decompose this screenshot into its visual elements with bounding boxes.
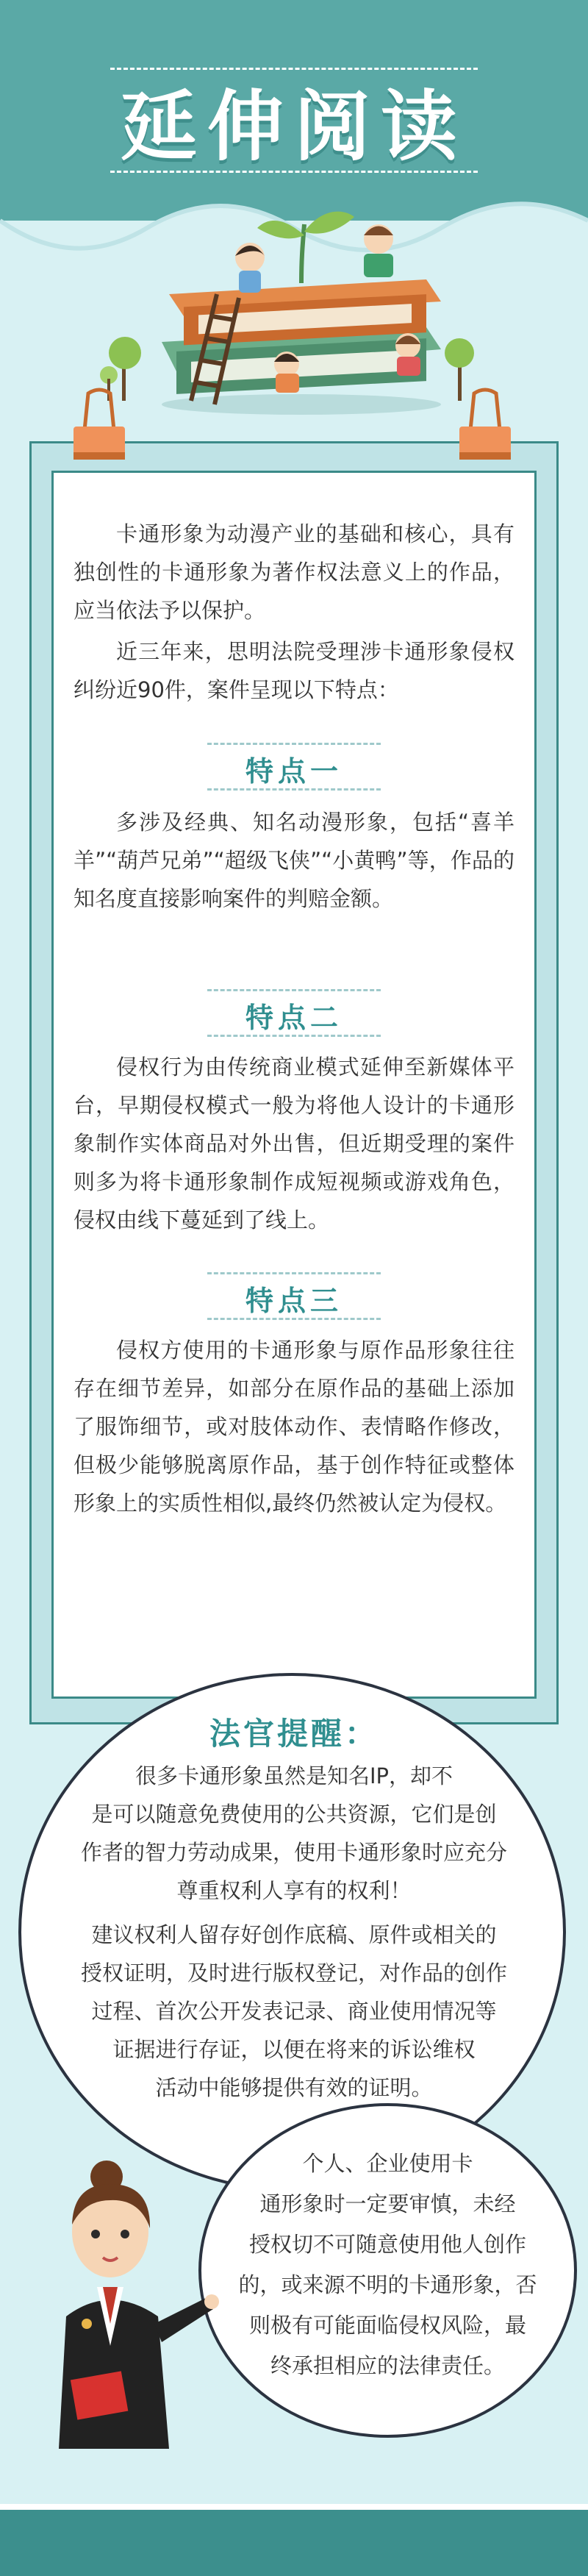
kid-bottom-right xyxy=(395,333,420,376)
kid-bottom-center xyxy=(274,352,299,393)
intro-paragraph-2: 近三年来，思明法院受理涉卡通形象侵权纠纷近90件，案件呈现以下特点： xyxy=(74,639,514,702)
tip-line: 通形象时一定要审慎，未经 xyxy=(259,2191,516,2216)
reminder-line: 授权证明，及时进行版权登记，对作品的创作 xyxy=(80,1960,507,1985)
feature-2-dash-top xyxy=(207,989,381,991)
judge-illustration xyxy=(29,2155,220,2449)
feature-2-text: 侵权行为由传统商业模式延伸至新媒体平台，早期侵权模式一般为将他人设计的卡通形象制作实体商品对外出售，但近期受理的案件则多为将卡通形象制作成短视频或游戏角色，侵权由线下蔓延到了线上。 xyxy=(74,1055,514,1232)
kid-left xyxy=(235,243,265,293)
tip-line: 终承担相应的法律责任。 xyxy=(270,2353,505,2378)
reminder-line: 过程、首次公开发表记录、商业使用情况等 xyxy=(91,1999,497,2024)
title-dash-bottom xyxy=(110,171,478,173)
reminder-line: 是可以随意免费使用的公共资源，它们是创 xyxy=(91,1802,497,1827)
feature-3-dash-bottom xyxy=(207,1318,381,1320)
feature-1-dash-top xyxy=(207,743,381,745)
feature-1-title: 特点一 xyxy=(245,755,343,788)
feature-2-dash-bottom xyxy=(207,1035,381,1037)
feature-3-dash-top xyxy=(207,1272,381,1274)
sprout-icon xyxy=(257,212,354,283)
reminder-line: 证据进行存证，以便在将来的诉讼维权 xyxy=(112,2037,476,2062)
tip-line: 个人、企业使用卡 xyxy=(302,2151,473,2176)
feature-1-dash-bottom xyxy=(207,788,381,791)
reminder-line: 尊重权利人享有的权利！ xyxy=(176,1878,412,1903)
reminder-line: 活动中能够提供有效的证明。 xyxy=(155,2075,433,2100)
feature-3-text: 侵权方使用的卡通形象与原作品形象往往存在细节差异，如部分在原作品的基础上添加了服饰细节，或对肢体动作、表情略作修改，但极少能够脱离原作品，基于创作特征或整体形象上的实质性相似,最终仍然被认定为侵权。 xyxy=(74,1338,514,1516)
feature-1-text: 多涉及经典、知名动漫形象，包括“喜羊羊”“葫芦兄弟”“超级飞侠”“小黄鸭”等，作品的知名度直接影响案件的判赔金额。 xyxy=(74,810,514,911)
binder-clip-icon xyxy=(70,386,129,467)
bottom-band xyxy=(0,2510,588,2576)
intro-paragraph-1: 卡通形象为动漫产业的基础和核心，具有独创性的卡通形象为著作权法意义上的作品，应当依法予以保护。 xyxy=(74,521,514,623)
kid-right xyxy=(364,224,393,277)
binder-clip-icon-right xyxy=(456,386,514,467)
tip-line: 则极有可能面临侵权风险，最 xyxy=(248,2313,526,2338)
bottom-stripe xyxy=(0,2504,588,2510)
feature-3-title: 特点三 xyxy=(245,1285,343,1317)
tip-line: 的，或来源不明的卡通形象，否 xyxy=(238,2272,537,2297)
tip-line: 授权切不可随意使用他人创作 xyxy=(248,2232,526,2257)
judge-reminder-title: 法官提醒： xyxy=(209,1716,379,1752)
reminder-line: 建议权利人留存好创作底稿、原件或相关的 xyxy=(91,1922,497,1947)
reminder-line: 很多卡通形象虽然是知名IP，却不 xyxy=(135,1763,453,1788)
page-title: 延伸阅读 xyxy=(120,82,467,171)
book-stack-illustration xyxy=(147,199,456,419)
reminder-line: 作者的智力劳动成果，使用卡通形象时应充分 xyxy=(80,1840,507,1865)
feature-2-title: 特点二 xyxy=(245,1002,343,1034)
